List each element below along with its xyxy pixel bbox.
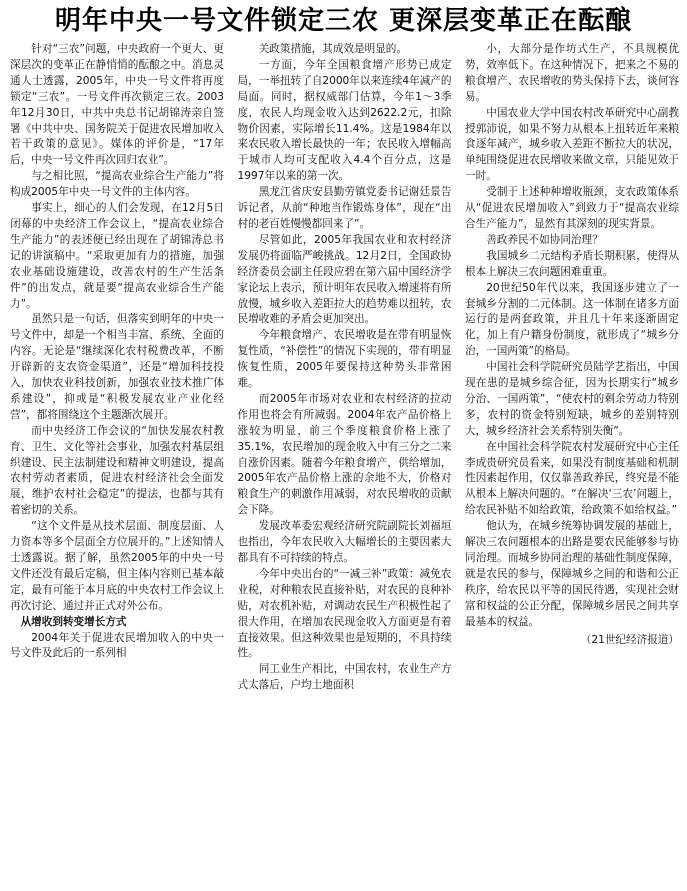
article-paragraph: 2004年关于促进农民增加收入的中央一号文件及此后的一系列相 (10, 631, 224, 660)
article-paragraph: 善政养民不如协同治理？ (486, 233, 603, 246)
article-headline: 明年中央一号文件锁定三农 更深层变革正在酝酿 (54, 6, 633, 36)
article-paragraph: 在中国社会科学院农村发展研究中心主任李成贵研究员看来，如果没有制度基础和机制性因素起作用，仅仅靠善政养民，终究是不能从根本上解决问题的。“在解决‘三农’问题上，给农民补贴不如给政策，给政策不如给权益。” (465, 440, 679, 517)
article-paragraph: 20世纪50年代以来，我国逐步建立了一套城乡分割的二元体制。这一体制在诸多方面运行的是两套政策，并且几十年来逐渐固定化，加上有户籍身份制度，就形成了“城乡分治，一国两策”的格局。 (465, 281, 679, 358)
source-credit: （21世纪经济报道） (580, 633, 679, 646)
article-paragraph: 一方面，今年全国粮食增产形势已成定局，一举扭转了自2000年以来连续4年减产的局面。同时，据权威部门估算，今年1～3季度，农民人均现金收入达到2622.2元，扣除物价因素，实际增长11.4%。这是1984年以来农民收入增长最快的一年；农民收入增幅高于城市人均可支配收入4.4个百分点，这是1997年以来的第一次。 (237, 58, 452, 183)
article-paragraph: 而中央经济工作会议的“加快发展农村教育、卫生、文化等社会事业，加强农村基层组织建设、民主法制建设和精神文明建设，提高农村劳动者素质，促进农村经济社会全面发展，维护农村社会稳定”的提法，也都与其有着密切的关系。 (10, 424, 224, 517)
article-paragraph: 而2005年市场对农业和农村经济的拉动作用也将会有所减弱。2004年农产品价格上涨较为明显，前三个季度粮食价格上涨了35.1%，农民增加的现金收入中有三分之二来自涨价因素。随着今年粮食增产，供给增加，2005年农产品价格上涨的余地不大，价格对粮食生产的刺激作用减弱，对农民增收的贡献会下降。 (237, 392, 452, 517)
article-paragraph: 同工业生产相比，中国农村，农业生产方式太落后，户均土地面积 (237, 663, 452, 692)
article-paragraph: 受制于上述种种增收瓶颈，支农政策体系从“促进农民增加收入”到致力于“提高农业综合生产能力”，显然有其深刻的现实背景。 (465, 186, 679, 230)
column-1 (10, 42, 224, 887)
article-paragraph: 与之相比照，“提高农业综合生产能力”将构成2005年中央一号文件的主体内容。 (10, 170, 224, 199)
article-paragraph: 发展改革委宏观经济研究院副院长刘福垣也指出，今年农民收入大幅增长的主要因素大都具有不可持续的特点。 (237, 520, 452, 564)
article-paragraph: “这个文件是从技术层面、制度层面、人力资本等多个层面全方位展开的。”上述知情人士透露说。据了解，虽然2005年的中央一号文件还没有最后定稿，但主体内容则已基本敲定，最有可能于本月底的中央农村工作会议上再次讨论、通过并正式对外公布。 (10, 520, 224, 612)
article-paragraph: 他认为，在城乡统筹协调发展的基础上，解决三农问题根本的出路是要农民能够参与协同治理。而城乡协同治理的基础性制度保障，就是农民的参与，保障城乡之间的和谐和公正秩序，给农民以平等的国民待遇，实现社会财富和权益的公正分配，保障城乡居民之间共享最基本的权益。 (465, 520, 679, 628)
article-paragraph: 事实上，细心的人们会发现，在12月5日闭幕的中央经济工作会议上，“提高农业综合生产能力”的表述便已经出现在了胡锦涛总书记的讲演稿中。“采取更加有力的措施，加强农业基础设施建设，改善农村的生产生活条件”的出发点，就是要“提高农业综合生产能力”。 (10, 202, 224, 310)
article-body (10, 42, 679, 887)
article-paragraph: 虽然只是一句话，但落实到明年的中央一号文件中，却是一个相当丰富、系统、全面的内容。无论是“继续深化农村税费改革，不断开辟新的支农资金渠道”，还是“增加科技投入，加快农业科技创新，加强农业技术推广体系建设”，抑或是“积极发展农业产业化经营”，都将围绕这个主题渐次展开。 (10, 313, 224, 421)
article-paragraph: 今年中央出台的“一减三补”政策：减免农业税，对种粮农民直接补贴，对农民的良种补贴，对农机补贴，对调动农民生产积极性起了很大作用，在增加农民现金收入方面更是有着直接效果。但这种效果也是短期的，不具持续性。 (237, 567, 452, 660)
article-paragraph: 针对“三农”问题，中央政府一个更大、更深层次的变革正在静悄悄的酝酿之中。消息灵通人士透露，2005年，中央一号文件将再度锁定“三农”。一号文件再次锁定三农。2003年12月30日，中共中央总书记胡锦涛亲自签署《中共中央、国务院关于促进农民增加收入若干政策的意见》。媒体的评价是，“17年后，中央一号文件再次回归农业”。 (10, 43, 224, 167)
column-2 (238, 42, 452, 887)
article-paragraph: 中国社会科学院研究员陆学艺指出，中国现在患的是城乡综合征，因为长期实行“城乡分治、一国两策”，“使农村的剩余劳动力特别多，农村的资金特别短缺，城乡的差别特别大，城乡经济社会关系特别失衡”。 (465, 361, 679, 437)
article-paragraph: 中国农业大学中国农村改革研究中心副教授郭沛说，如果不努力从根本上扭转近年来粮食逐年减产，城乡收入差距不断拉大的状况，单纯围绕促进农民增收来做文章，只能见效于一时。 (465, 106, 679, 183)
article-paragraph: 我国城乡二元结构矛盾长期积累，使得从根本上解决三农问题困难重重。 (465, 249, 679, 278)
article-paragraph: 黑龙江省庆安县勤劳镇党委书记谢廷景告诉记者，从前“种地当作锻炼身体”，现在“出村的老百姓慢慢都回来了”。 (237, 186, 452, 230)
article-paragraph: 关政策措施，其成效是明显的。 (258, 43, 407, 55)
column-3 (465, 42, 679, 887)
article-paragraph: 今年粮食增产、农民增收是在带有明显恢复性质，“补偿性”的情况下实现的，带有明显恢复性质，2005年要保持这种势头非常困难。 (237, 329, 452, 390)
article-paragraph: 尽管如此，2005年我国农业和农村经济发展仍将面临严峻挑战。12月2日，全国政协经济委员会副主任段应碧在第六届中国经济学家论坛上表示，预计明年农民收入增速将有所放慢，城乡收入差距拉大的趋势难以扭转，农民增收难的矛盾会更加突出。 (237, 233, 452, 326)
section-subheading: 从增收到转变增长方式 (20, 615, 127, 628)
article-paragraph: 小，大部分是作坊式生产，不具规模优势，效率低下。在这种情况下，把来之不易的粮食增产、农民增收的势头保持下去，谈何容易。 (465, 43, 679, 103)
